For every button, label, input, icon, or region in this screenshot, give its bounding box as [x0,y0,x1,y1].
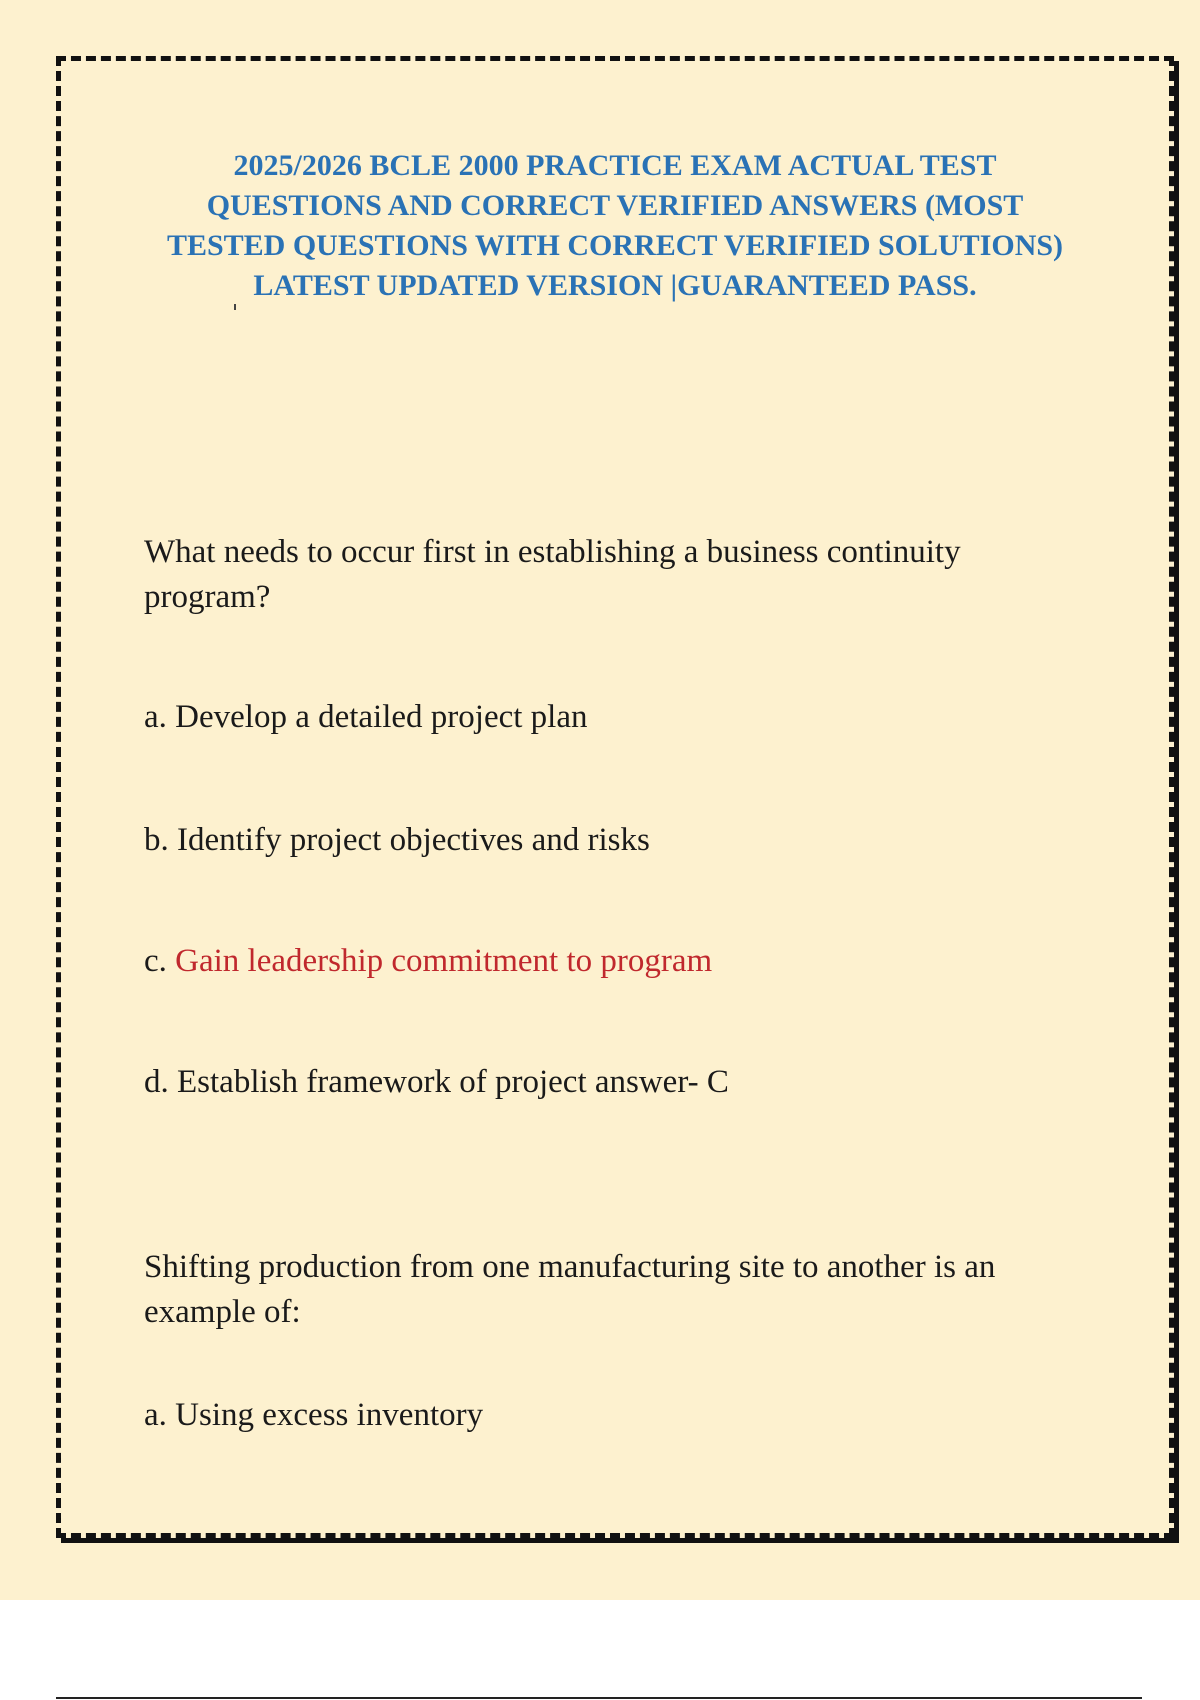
option-text: Identify project objectives and risks [177,822,650,858]
question-1-text: What needs to occur first in establishing a business continuity program? [144,534,961,615]
stray-mark [234,304,236,310]
document-title: 2025/2026 BCLE 2000 PRACTICE EXAM ACTUAL TEST QUESTIONS AND CORRECT VERIFIED ANSWERS (MOST TESTED QUESTIONS WITH CORRECT VERIFIED SOLUTIONS) LATEST UPDATED VERSION |GUARANTEED PASS. [166,149,1064,302]
option-letter: a. [144,1397,167,1433]
question-1-option-b [144,818,1094,863]
option-text: Establish framework of project answer- C [177,1064,729,1100]
option-letter: a. [144,699,167,735]
correct-answer-text: Gain leadership commitment to program [175,943,713,979]
question-1-option-d [144,1060,1094,1105]
option-letter: c. [144,943,167,979]
question-1-option-a [144,695,1094,740]
option-letter: d. [144,1064,169,1100]
footer-rule [56,1697,1142,1699]
option-text: Develop a detailed project plan [175,699,588,735]
option-text: Using excess inventory [175,1397,484,1433]
question-1-option-c-correct [144,939,1094,984]
question-2-text: Shifting production from one manufacturing site to another is an example of: [144,1249,996,1330]
option-letter: b. [144,822,169,858]
question-2-option-a [144,1393,1094,1438]
